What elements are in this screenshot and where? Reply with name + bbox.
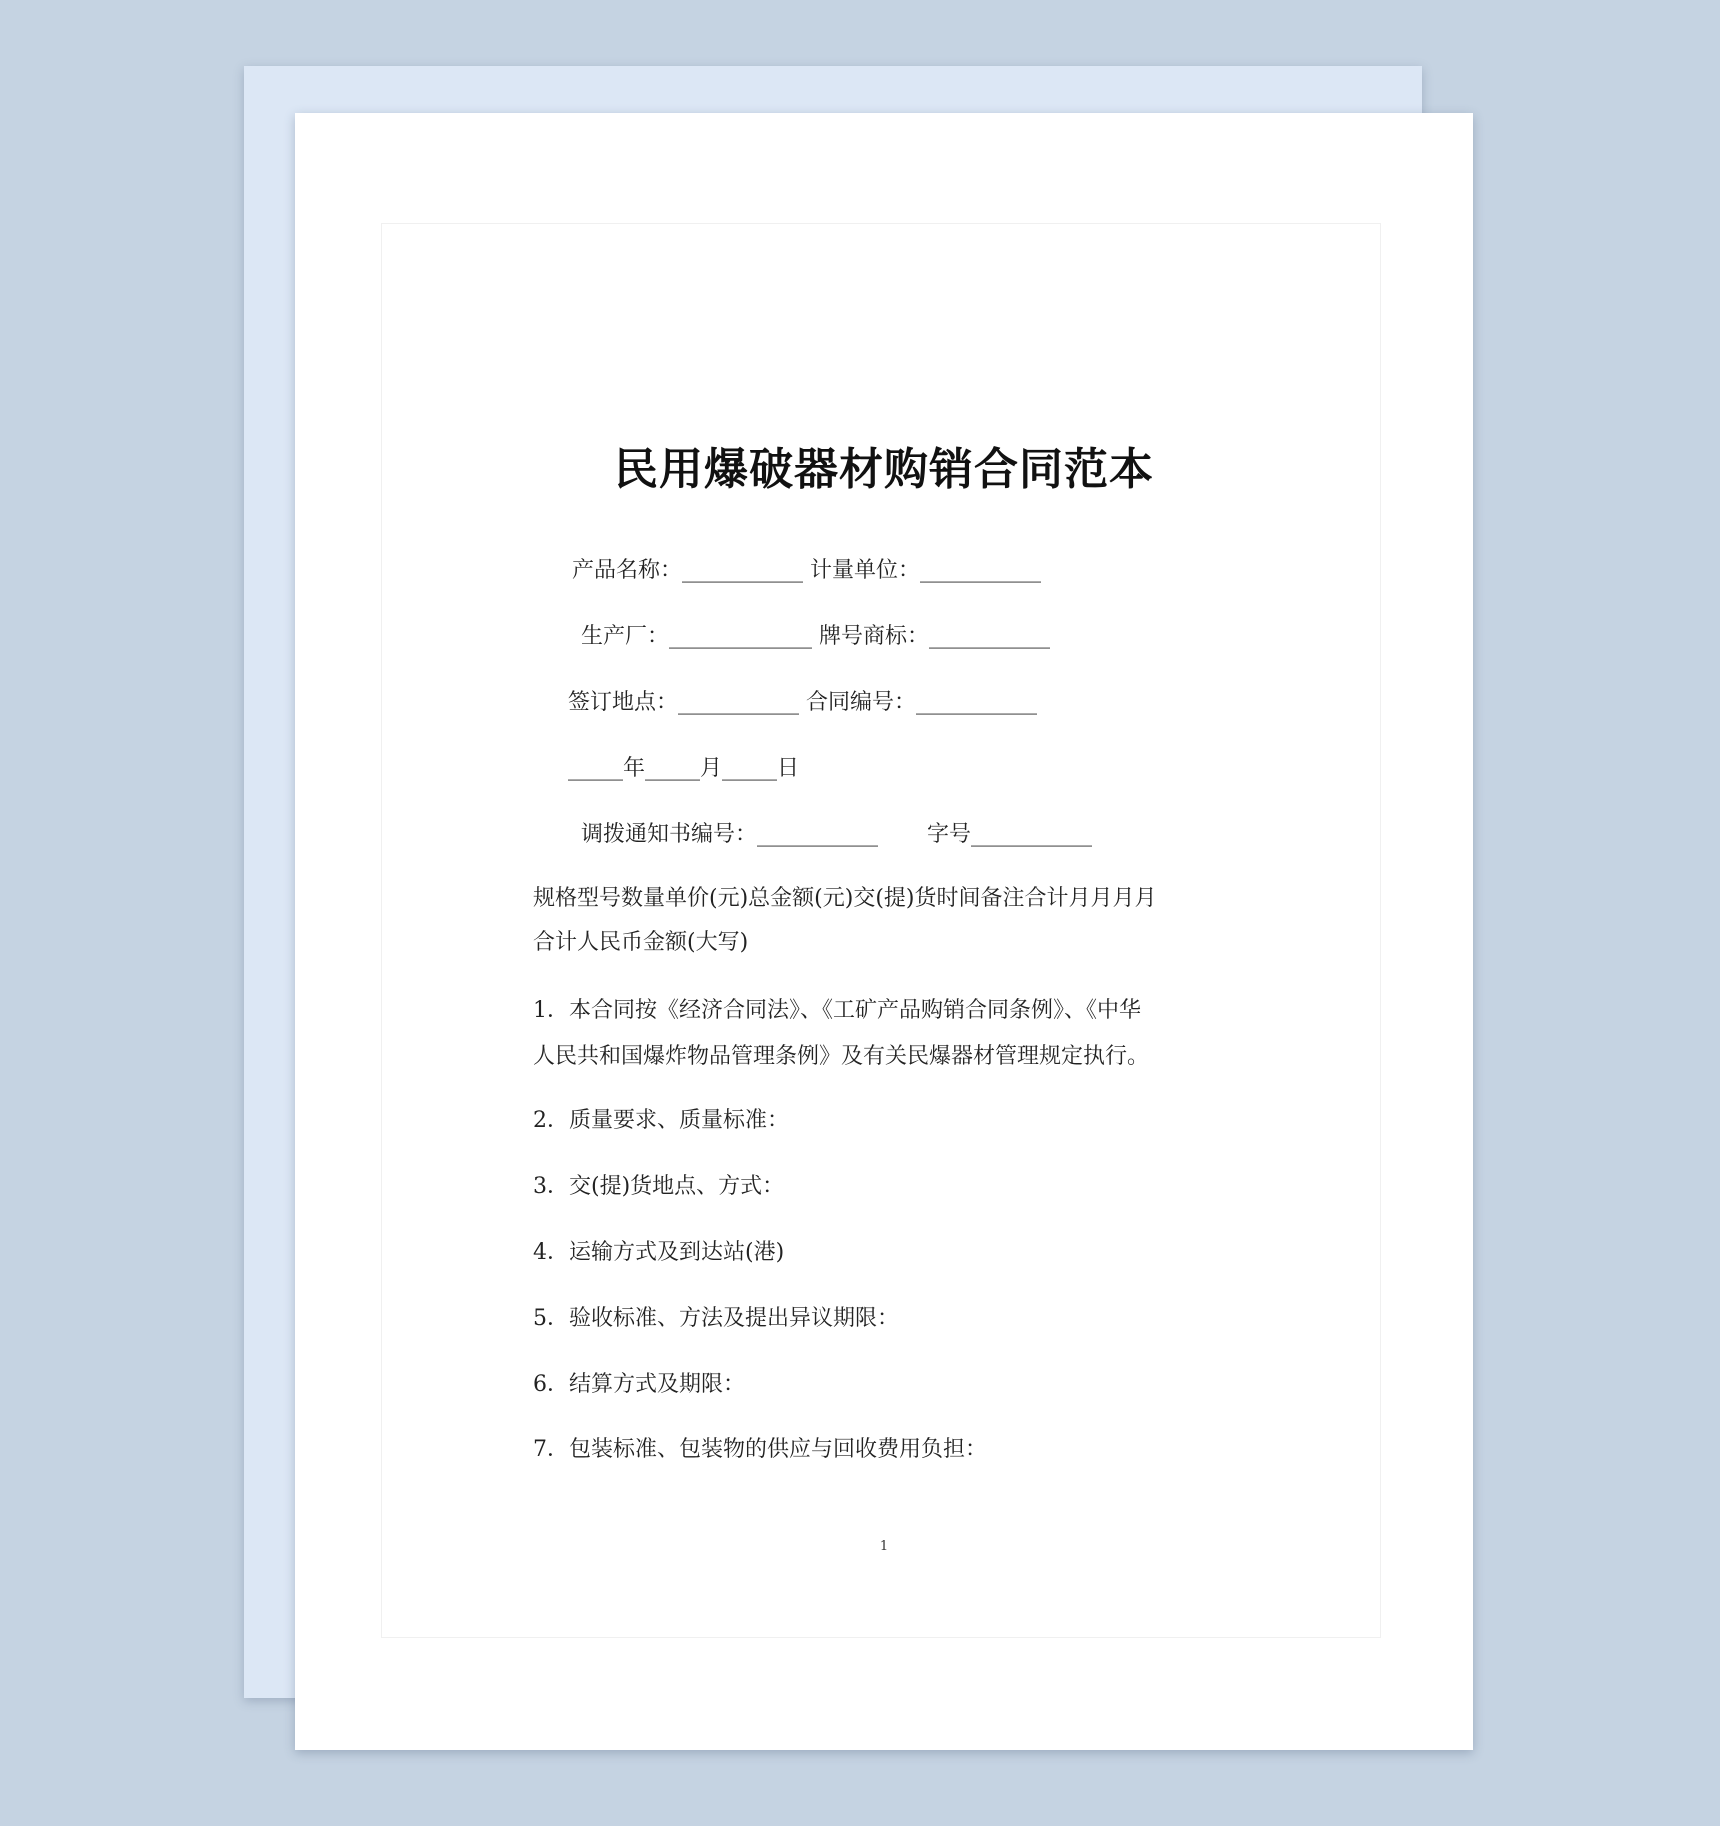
clause-6: 6．结算方式及期限： — [533, 1372, 745, 1397]
manufacturer-brand-row: 生产厂：_____________ 牌号商标：___________ — [581, 624, 1050, 649]
document-title: 民用爆破器材购销合同范本 — [614, 444, 1154, 495]
product-name-unit-row: 产品名称：___________ 计量单位：___________ — [572, 558, 1041, 583]
spec-table-header-line: 规格型号数量单价(元)总金额(元)交(提)货时间备注合计月月月月 — [533, 886, 1157, 911]
clause-5: 5．验收标准、方法及提出异议期限： — [533, 1306, 899, 1331]
clause-3: 3．交(提)货地点、方式： — [533, 1174, 785, 1199]
allocation-notice-row: 调拨通知书编号：___________ 字号___________ — [581, 822, 1092, 847]
clause-4: 4．运输方式及到达站(港) — [533, 1240, 785, 1265]
page-number: 1 — [879, 1539, 889, 1554]
clause-1-line-2: 人民共和国爆炸物品管理条例》及有关民爆器材管理规定执行。 — [533, 1044, 1150, 1069]
clause-7: 7．包装标准、包装物的供应与回收费用负担： — [533, 1437, 987, 1462]
total-amount-line: 合计人民币金额(大写) — [533, 930, 749, 955]
clause-2: 2．质量要求、质量标准： — [533, 1108, 789, 1133]
date-row: _____年_____月_____日 — [568, 756, 800, 781]
signing-place-contract-no-row: 签订地点：___________ 合同编号：___________ — [568, 690, 1037, 715]
clause-1-line-1: 1．本合同按《经济合同法》、《工矿产品购销合同条例》、《中华 — [533, 998, 1141, 1023]
document-page — [295, 113, 1473, 1750]
